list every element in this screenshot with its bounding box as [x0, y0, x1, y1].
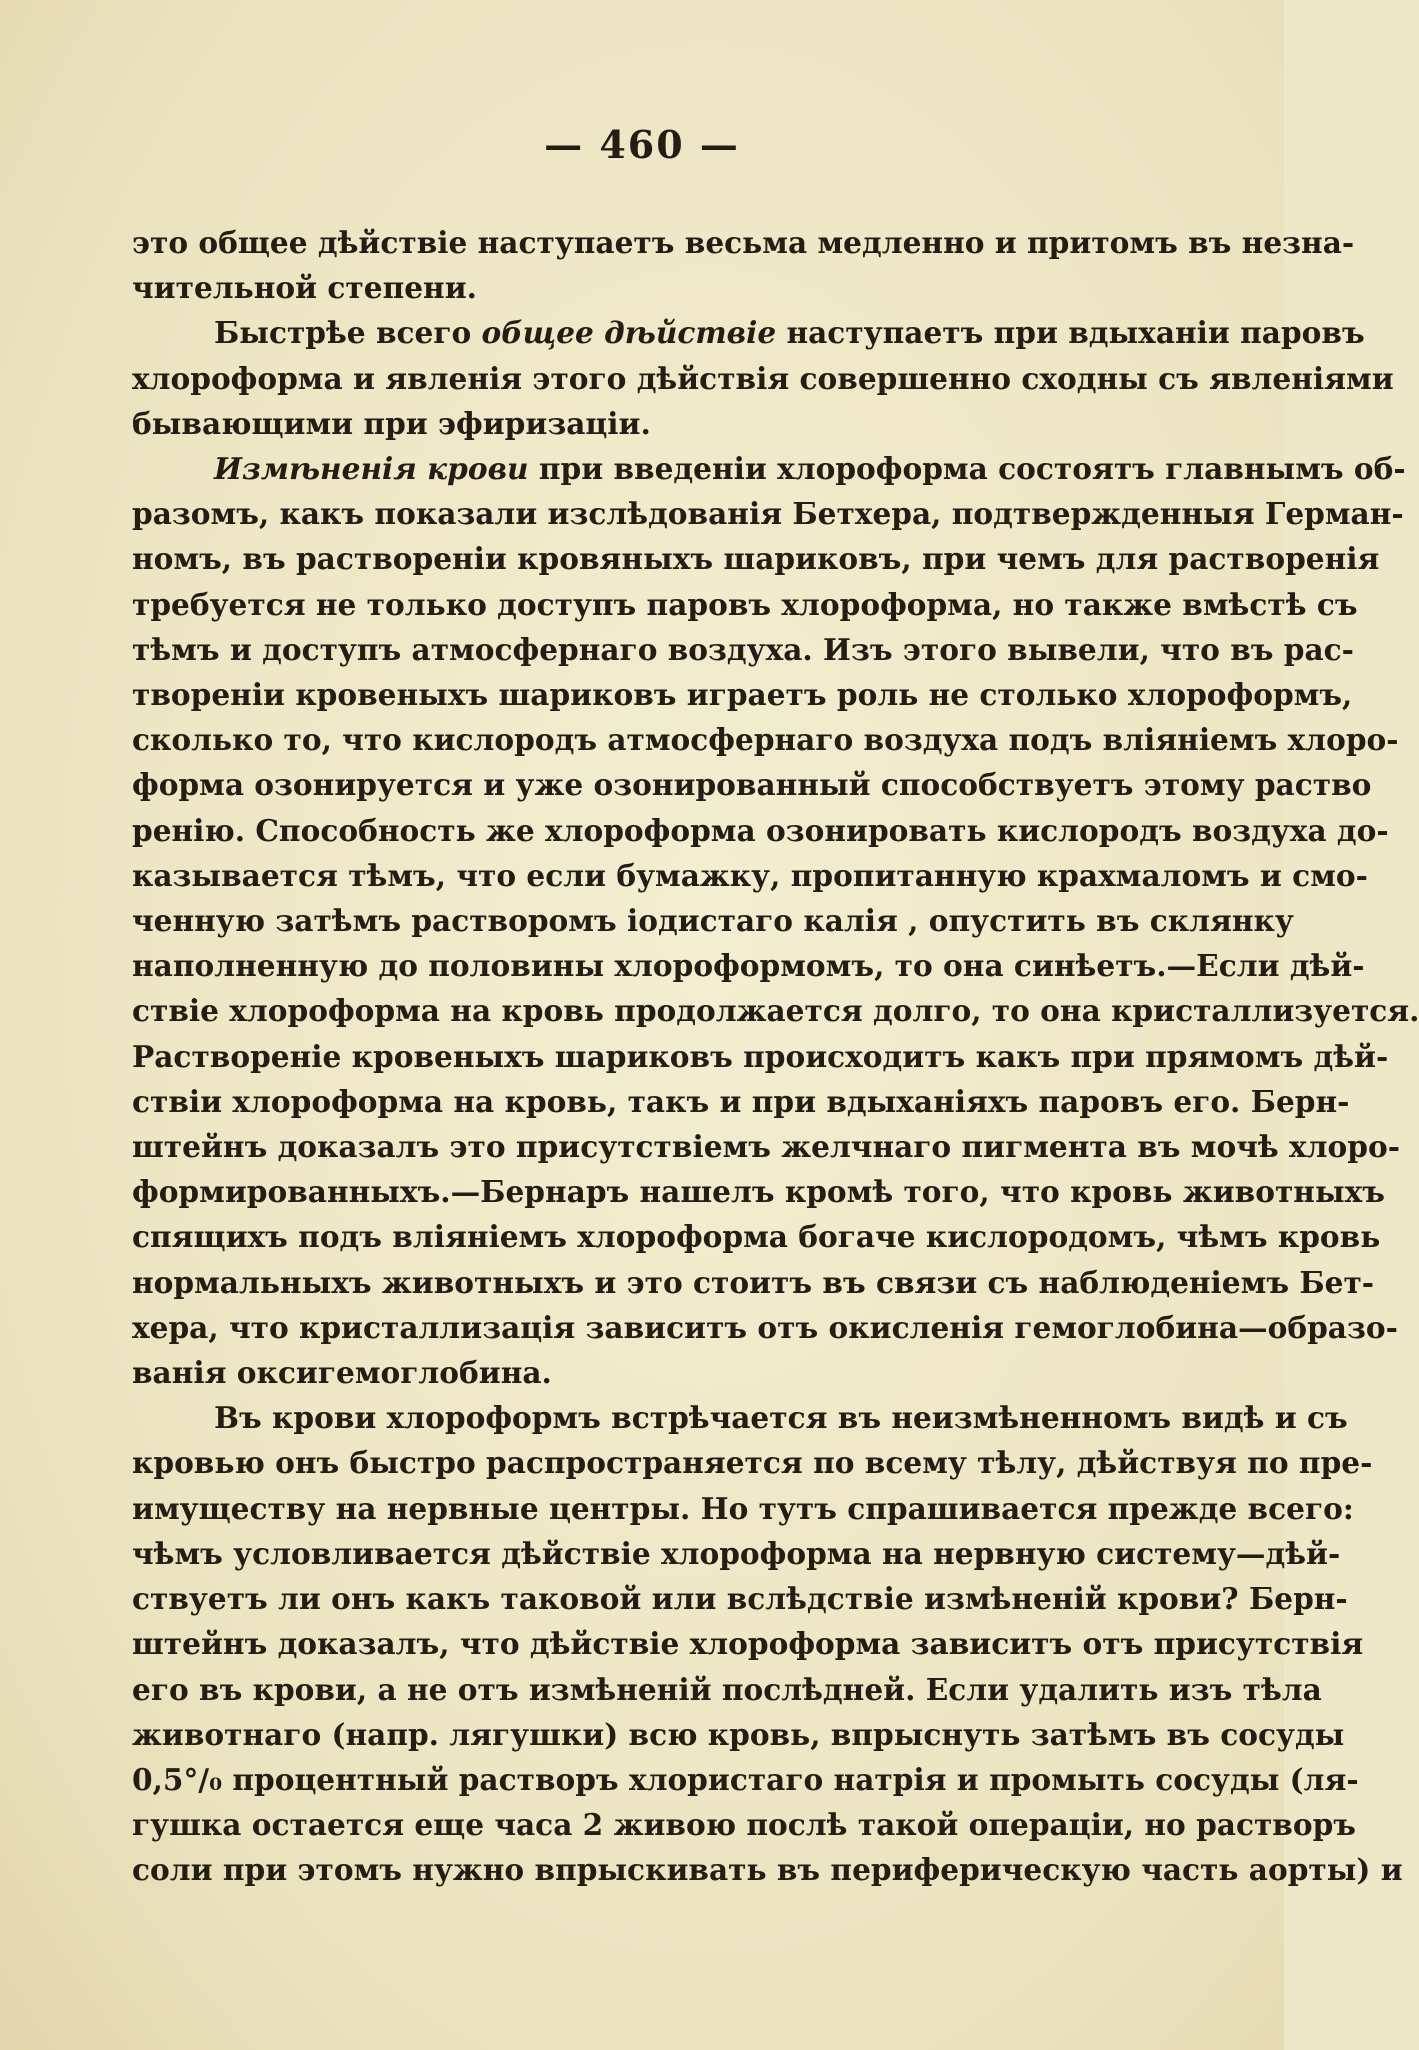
- text-line: гушка остается еще часа 2 живою послѣ такой операціи, но растворъ: [132, 1807, 1356, 1843]
- text-line: сколько то, что кислородъ атмосфернаго воздуха подъ вліяніемъ хлоро-: [132, 722, 1399, 758]
- body-text: [132, 220, 1419, 1893]
- text-line: бывающими при эфиризаціи.: [132, 405, 651, 441]
- page-number: — 460 —: [544, 122, 740, 167]
- text-line: ствуетъ ли онъ какъ таковой или вслѣдствіе измѣненій крови? Берн-: [132, 1581, 1348, 1617]
- text-line: Измѣненія крови при введеніи хлороформа состоятъ главнымъ об-: [214, 451, 1406, 487]
- text-line: требуется не только доступъ паровъ хлороформа, но также вмѣстѣ съ: [132, 586, 1358, 622]
- text-line: ренію. Способность же хлороформа озонировать кислородъ воздуха до-: [132, 812, 1389, 848]
- text-line: формированныхъ.—Бернаръ нашелъ кромѣ того, что кровь животныхъ: [132, 1174, 1385, 1210]
- text-line: соли при этомъ нужно впрыскивать въ периферическую часть аорты) и: [132, 1852, 1403, 1888]
- text-line: чительной степени.: [132, 270, 477, 306]
- text-line: животнаго (напр. лягушки) всю кровь, впрыснуть затѣмъ въ сосуды: [132, 1716, 1345, 1752]
- text-line: твореніи кровеныхъ шариковъ играетъ роль не столько хлороформъ,: [132, 677, 1353, 713]
- text-line: Раствореніе кровеныхъ шариковъ происходитъ какъ при прямомъ дѣй-: [132, 1038, 1389, 1074]
- text-line: казывается тѣмъ, что если бумажку, пропитанную крахмаломъ и смо-: [132, 857, 1368, 893]
- text-line: ствіи хлороформа на кровь, такъ и при вдыханіяхъ паровъ его. Берн-: [132, 1083, 1350, 1119]
- text-line: номъ, въ раствореніи кровяныхъ шариковъ, при чемъ для растворенія: [132, 541, 1380, 577]
- italic-phrase: Измѣненія крови: [214, 451, 529, 487]
- text-line: Въ крови хлороформъ встрѣчается въ неизмѣненномъ видѣ и съ: [214, 1400, 1348, 1436]
- text-line: тѣмъ и доступъ атмосфернаго воздуха. Изъ этого вывели, что въ рас-: [132, 631, 1354, 667]
- text-line: Быстрѣе всего общее дѣйствіе наступаетъ при вдыханіи паровъ: [214, 315, 1365, 351]
- text-line: ванія оксигемоглобина.: [132, 1355, 552, 1391]
- text-line: спящихъ подъ вліяніемъ хлороформа богаче кислородомъ, чѣмъ кровь: [132, 1219, 1381, 1255]
- text-line: штейнъ доказалъ, что дѣйствіе хлороформа зависитъ отъ присутствія: [132, 1626, 1364, 1662]
- text-line: его въ крови, а не отъ измѣненій послѣдней. Если удалить изъ тѣла: [132, 1671, 1322, 1707]
- text-line: хлороформа и явленія этого дѣйствія совершенно сходны съ явленіями: [132, 360, 1394, 396]
- text-line: это общее дѣйствіе наступаетъ весьма медленно и притомъ въ незна-: [132, 225, 1355, 260]
- text-line: имуществу на нервные центры. Но тутъ спрашивается прежде всего:: [132, 1490, 1354, 1526]
- text-line: ствіе хлороформа на кровь продолжается долго, то она кристаллизуется.: [132, 993, 1419, 1029]
- text-line: наполненную до половины хлороформомъ, то она синѣетъ.—Если дѣй-: [132, 948, 1365, 984]
- text-line: штейнъ доказалъ это присутствіемъ желчнаго пигмента въ мочѣ хлоро-: [132, 1129, 1400, 1165]
- italic-phrase: общее дѣйствіе: [481, 315, 777, 351]
- text-line: ченную затѣмъ растворомъ іодистаго калія , опустить въ склянку: [132, 903, 1294, 939]
- text-line: чѣмъ условливается дѣйствіе хлороформа на нервную систему—дѣй-: [132, 1535, 1341, 1571]
- text-line: форма озонируется и уже озонированный способствуетъ этому раство: [132, 767, 1372, 803]
- text-line: разомъ, какъ показали изслѣдованія Бетхера, подтвержденныя Герман-: [132, 496, 1404, 532]
- text-line: кровью онъ быстро распространяется по всему тѣлу, дѣйствуя по пре-: [132, 1445, 1373, 1481]
- text-line: хера, что кристаллизація зависитъ отъ окисленія гемоглобина—образо-: [132, 1309, 1398, 1345]
- text-line: нормальныхъ животныхъ и это стоитъ въ связи съ наблюденіемъ Бет-: [132, 1264, 1375, 1300]
- text-line: 0,5°/₀ процентный растворъ хлористаго натрія и промыть сосуды (ля-: [132, 1761, 1359, 1797]
